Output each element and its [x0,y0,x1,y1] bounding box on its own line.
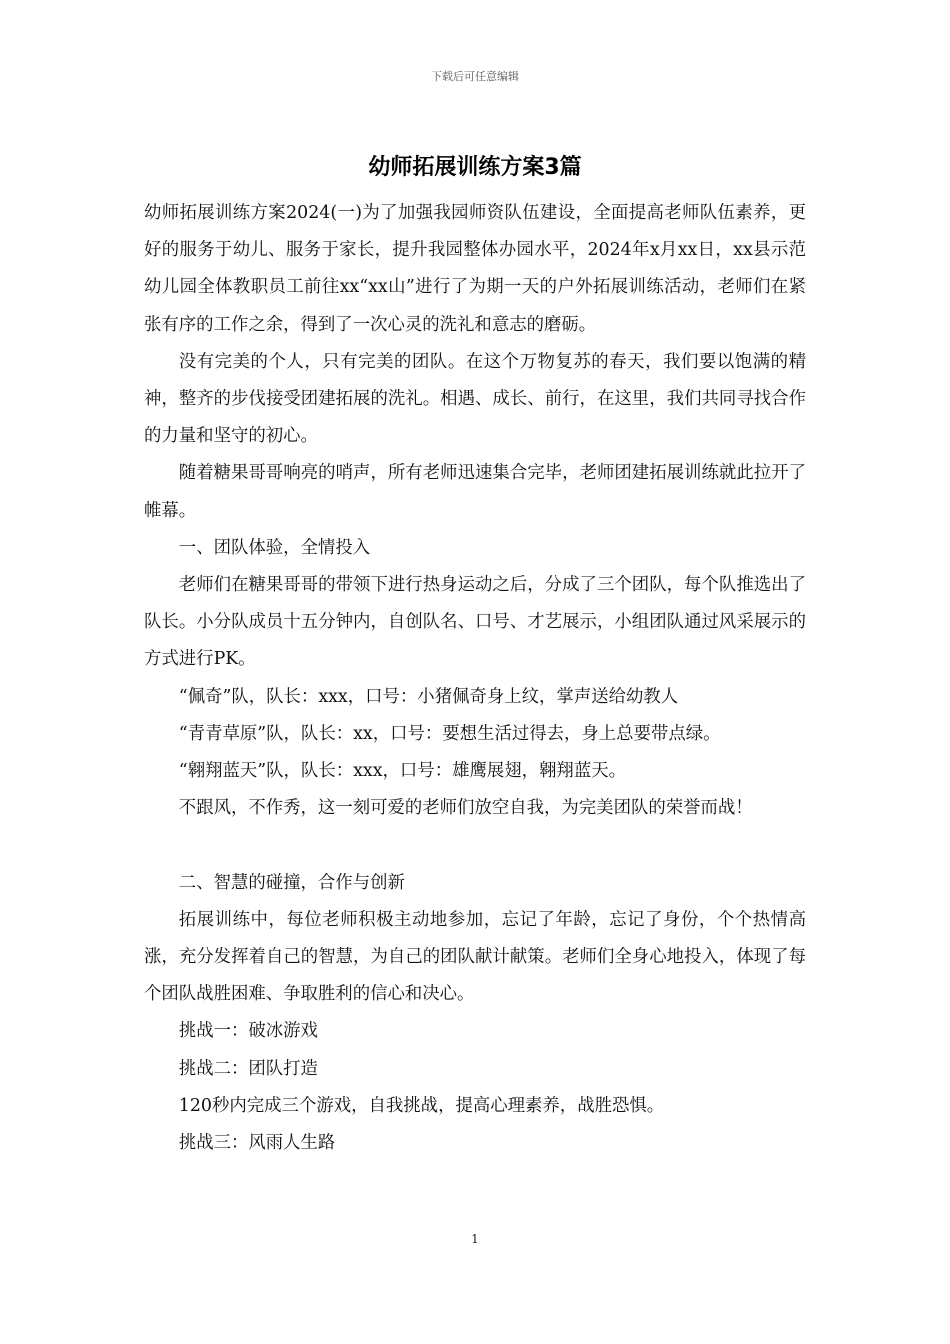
paragraph-wisdom: 拓展训练中，每位老师积极主动地参加，忘记了年龄，忘记了身份，个个热情高涨，充分发挥着自己的智慧，为自己的团队献计献策。老师们全身心地投入，体现了每个团队战胜困难、争取胜利的信心和决心。 [144,909,806,1005]
paragraph-honor: 不跟风，不作秀，这一刻可爱的老师们放空自我，为完美团队的荣誉而战！ [178,798,753,819]
page-number: 1 [471,1232,479,1246]
header-note: 下载后可任意编辑 [431,70,519,83]
blank-line [144,827,806,864]
challenge-item-2: 挑战二：团队打造 [178,1058,318,1079]
challenge-item-3: 挑战三：风雨人生路 [178,1133,336,1154]
team-item-3: “翱翔蓝天”队，队长：xxx，口号：雄鹰展翅，翱翔蓝天。 [178,761,626,782]
challenge-item-1: 挑战一：破冰游戏 [178,1021,318,1042]
paragraph-intro: 幼师拓展训练方案2024(一)为了加强我园师资队伍建设，全面提高老师队伍素养，更好的服务于幼儿、服务于家长，提升我园整体办园水平，2024年x月xx日，xx县示范幼儿园全体教职员工前往xx“xx山”进行了为期一天的户外拓展训练活动，老师们在紧张有序的工作之余，得到了一次心灵的洗礼和意志的磨砺。 [144,203,806,335]
paragraph-whistle: 随着糖果哥哥响亮的哨声，所有老师迅速集合完毕，老师团建拓展训练就此拉开了帷幕。 [144,463,806,521]
section-heading-1: 一、团队体验，全情投入 [178,537,371,558]
paragraph-team-spirit: 没有完美的个人，只有完美的团队。在这个万物复苏的春天，我们要以饱满的精神，整齐的步伐接受团建拓展的洗礼。相遇、成长、前行，在这里，我们共同寻找合作的力量和坚守的初心。 [144,351,806,447]
document-title: 幼师拓展训练方案3篇 [368,155,582,180]
document-body [144,195,806,1162]
challenge-item-2-detail: 120秒内完成三个游戏，自我挑战，提高心理素养，战胜恐惧。 [178,1095,665,1116]
team-item-1: “佩奇”队，队长：xxx，口号：小猪佩奇身上纹，掌声送给幼教人 [178,686,679,707]
team-item-2: “青青草原”队，队长：xx，口号：要想生活过得去，身上总要带点绿。 [178,723,721,744]
section-heading-2: 二、智慧的碰撞，合作与创新 [178,872,405,893]
paragraph-warmup: 老师们在糖果哥哥的带领下进行热身运动之后，分成了三个团队，每个队推选出了队长。小分队成员十五分钟内，自创队名、口号、才艺展示，小组团队通过风采展示的方式进行PK。 [144,575,806,670]
